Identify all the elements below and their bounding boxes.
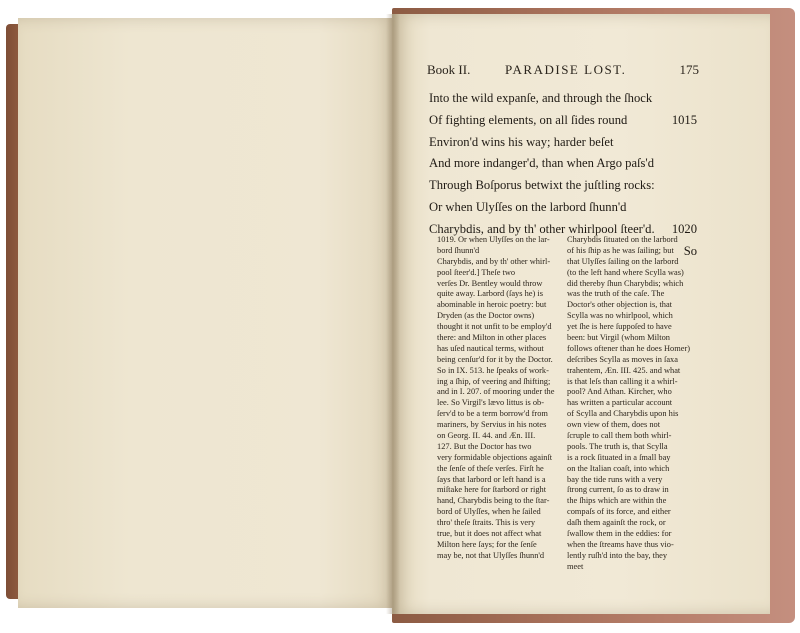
- book-gutter: [386, 14, 400, 614]
- footnote-line: that Ulyſſes ſailing on the larbord: [567, 256, 679, 266]
- footnote-line: pool ſteer'd.] Theſe two: [437, 267, 516, 277]
- verse-text: Environ'd wins his way; harder beſet: [429, 134, 614, 149]
- footnote-line: mariners, by Servius in his notes: [437, 420, 547, 430]
- footnote-line: daſh them againſt the rock, or: [567, 518, 666, 528]
- footnote-line: trahentem, Æn. III. 425. and what: [567, 365, 681, 375]
- footnote-line: meet: [567, 561, 584, 571]
- footnote-line: very formidable objections againſt: [437, 452, 553, 462]
- footnote-line: and in I. 207. of mooring under the: [437, 387, 555, 397]
- verse-line: [429, 175, 697, 197]
- footnote-line: Doctor's other objection is, that: [567, 300, 673, 310]
- footnote-line: on the Italian coaſt, into which: [567, 463, 670, 473]
- verse-line: [429, 197, 697, 219]
- footnote-line: ſays that larbord or left hand is a: [437, 474, 546, 484]
- footnote-line: Charybdis ſituated on the larbord: [567, 235, 678, 244]
- footnote-line: the ſhips which are within the: [567, 496, 667, 506]
- verse-line: [429, 153, 697, 175]
- footnote-line: compaſs of its force, and either: [567, 507, 671, 517]
- verse-line: [429, 132, 697, 154]
- footnote-line: Dryden (as the Doctor owns): [437, 311, 535, 321]
- verse-text: Of fighting elements, on all ſides round: [429, 112, 628, 127]
- footnote-line: deſcribes Scylla as moves in ſaxa: [567, 354, 678, 364]
- footnote-line: is that leſs than calling it a whirl-: [567, 376, 678, 386]
- footnote-line: Milton here ſays; for the ſenſe: [437, 539, 537, 549]
- footnote-line: lently ruſh'd into the bay, they: [567, 550, 668, 560]
- footnote-line: there: and Milton in other places: [437, 333, 547, 343]
- footnote-line: 1019. Or when Ulyſſes on the lar-: [437, 235, 550, 244]
- footnote-line: miſtake here for ſtarbord or right: [437, 485, 547, 495]
- verse-line: [429, 110, 697, 132]
- footnote-line: when the ſtreams have thus vio-: [567, 539, 674, 549]
- footnote-line: follows oftener than he does Homer): [567, 343, 691, 353]
- footnote-line: did thereby ſhun Charybdis; which: [567, 278, 684, 288]
- footnote-line: own view of them, does not: [567, 420, 661, 430]
- footnote-line: pool? And Athan. Kircher, who: [567, 387, 672, 397]
- footnote-line: ſtrong current, ſo as to draw in: [567, 485, 669, 495]
- running-title: PARADISE LOST.: [505, 62, 627, 77]
- running-header: [427, 62, 699, 82]
- line-number: 1020: [671, 221, 697, 236]
- verse-text: Charybdis, and by th' other whirlpool ſteer'd.: [429, 221, 655, 236]
- footnote-line: ing a ſhip, of veering and ſhifting;: [437, 376, 551, 386]
- page-number: 175: [679, 62, 699, 77]
- left-page: [18, 18, 394, 608]
- footnote-line: yet ſhe is here ſuppoſed to have: [567, 322, 672, 332]
- footnote-column-right: [567, 235, 693, 573]
- verse-text: And more indanger'd, than when Argo paſs'd: [429, 156, 655, 171]
- footnote-line: lee. So Virgil's lævo littus is ob-: [437, 398, 545, 408]
- footnote-line: (to the left hand where Scylla was): [567, 267, 684, 277]
- footnote-line: hand, Charybdis being to the ſtar-: [437, 496, 550, 506]
- verse-line: [429, 88, 697, 110]
- footnote-line: So in IX. 513. he ſpeaks of work-: [437, 365, 549, 375]
- footnote-line: ſwallow them in the eddies: for: [567, 529, 672, 539]
- footnote-column-left: [437, 235, 563, 562]
- footnote-line: the ſenſe of theſe verſes. Firſt he: [437, 463, 544, 473]
- footnote-line: is a rock ſituated in a ſmall bay: [567, 452, 671, 462]
- footnote-line: bay the tide runs with a very: [567, 474, 663, 484]
- verse-text: Through Boſporus betwixt the juſtling rocks:: [429, 178, 655, 193]
- footnote-line: pools. The truth is, that Scylla: [567, 441, 668, 451]
- footnote-line: Charybdis, and by th' other whirl-: [437, 256, 551, 266]
- footnote-line: ſerv'd to be a term borrow'd from: [437, 409, 548, 419]
- footnote-line: 127. But the Doctor has two: [437, 441, 532, 451]
- footnote-line: has uſed nautical terms, without: [437, 343, 544, 353]
- footnote-line: being cenſur'd for it by the Doctor.: [437, 354, 553, 364]
- footnote-line: thro' theſe ſtraits. This is very: [437, 518, 536, 528]
- footnote-line: has written a particular account: [567, 398, 673, 408]
- verse-text: Into the wild expanſe, and through the ſhock: [429, 91, 653, 105]
- line-number: 1015: [671, 112, 697, 127]
- footnote-line: bord ſhunn'd: [437, 245, 480, 255]
- book-label: Book II.: [427, 62, 471, 77]
- footnote-line: true, but it does not affect what: [437, 529, 542, 539]
- footnote-line: verſes Dr. Bentley would throw: [437, 278, 543, 288]
- verse-text: Or when Ulyſſes on the larbord ſhunn'd: [429, 199, 627, 214]
- footnote-line: of his ſhip as he was ſailing; but: [567, 245, 674, 255]
- footnote-line: ſcruple to call them both whirl-: [567, 431, 672, 441]
- footnote-line: was the truth of the caſe. The: [567, 289, 665, 299]
- footnote-line: on Georg. II. 44. and Æn. III.: [437, 431, 536, 441]
- footnote-line: thought it not unfit to be employ'd: [437, 322, 552, 332]
- footnote-line: abominable in heroic poetry: but: [437, 300, 547, 310]
- footnote-line: been: but Virgil (whom Milton: [567, 333, 670, 343]
- footnote-line: Scylla was no whirlpool, which: [567, 311, 673, 321]
- footnote-line: may be, not that Ulyſſes ſhunn'd: [437, 550, 545, 560]
- footnote-line: of Scylla and Charybdis upon his: [567, 409, 679, 419]
- footnote-line: bord of Ulyſſes, when he ſailed: [437, 507, 541, 517]
- footnote-line: quite away. Larbord (ſays he) is: [437, 289, 543, 299]
- line-number: So: [683, 243, 697, 258]
